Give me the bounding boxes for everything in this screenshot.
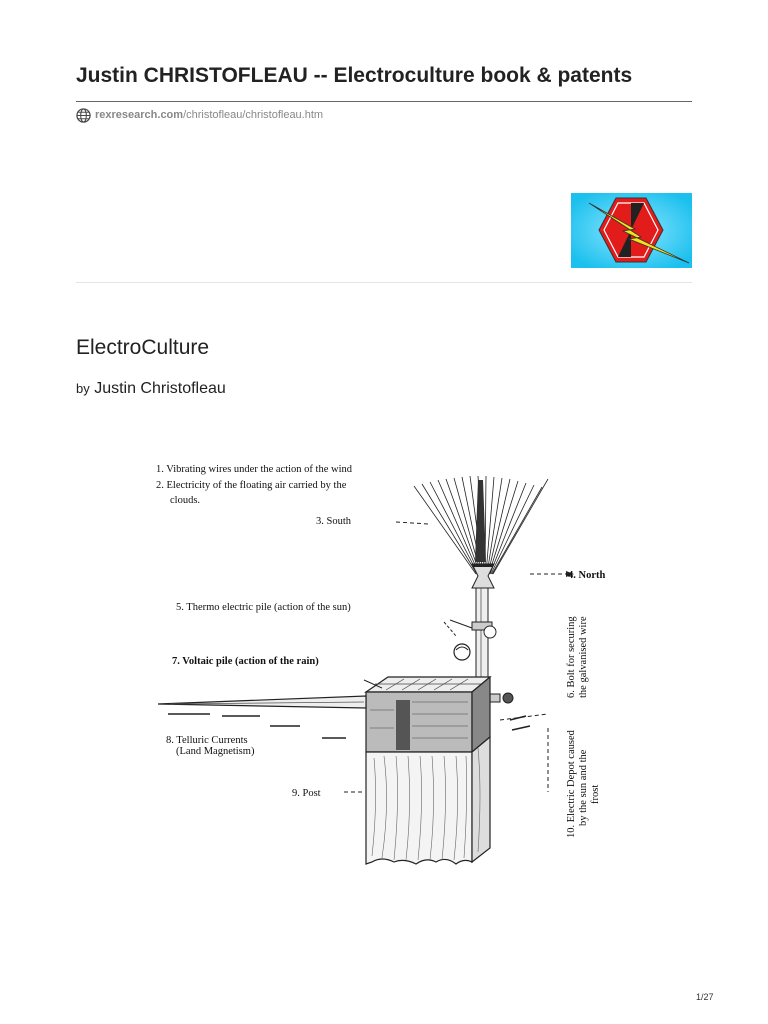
globe-icon xyxy=(76,108,91,123)
label-land-magnetism: (Land Magnetism) xyxy=(176,746,255,757)
author-name: Justin Christofleau xyxy=(94,380,226,397)
label-south: 3. South xyxy=(316,516,352,527)
label-north: 4. North xyxy=(568,570,606,581)
label-air-electricity-cont: clouds. xyxy=(170,495,201,506)
source-domain: rexresearch.com xyxy=(95,109,184,121)
label-electric-depot-end: frost xyxy=(590,784,601,804)
label-telluric-currents: 8. Telluric Currents xyxy=(166,735,248,746)
label-electric-depot: 10. Electric Depot caused xyxy=(566,730,577,838)
title-divider xyxy=(76,101,692,102)
label-voltaic-pile: 7. Voltaic pile (action of the rain) xyxy=(172,656,319,667)
label-thermo-pile: 5. Thermo electric pile (action of the sun) xyxy=(176,602,351,613)
source-link[interactable] xyxy=(76,107,323,123)
label-bolt: 6. Bolt for securing xyxy=(566,616,577,698)
section-divider xyxy=(76,282,692,283)
label-post: 9. Post xyxy=(292,788,321,799)
page-title: Justin CHRISTOFLEAU -- Electroculture book & patents xyxy=(76,64,633,87)
electroculture-apparatus-diagram xyxy=(150,452,620,872)
byline xyxy=(76,380,226,398)
label-vibrating-wires: 1. Vibrating wires under the action of the wind xyxy=(156,464,353,475)
logo-image xyxy=(571,193,692,268)
byline-prefix: by xyxy=(76,381,90,396)
label-electric-depot-cont: by the sun and the xyxy=(578,749,589,826)
page-number: 1/27 xyxy=(696,992,714,1002)
source-path: /christofleau/christofleau.htm xyxy=(183,109,324,121)
label-bolt-cont: the galvanised wire xyxy=(578,616,589,698)
label-air-electricity: 2. Electricity of the floating air carried by the xyxy=(156,480,347,491)
article-title: ElectroCulture xyxy=(76,336,210,359)
